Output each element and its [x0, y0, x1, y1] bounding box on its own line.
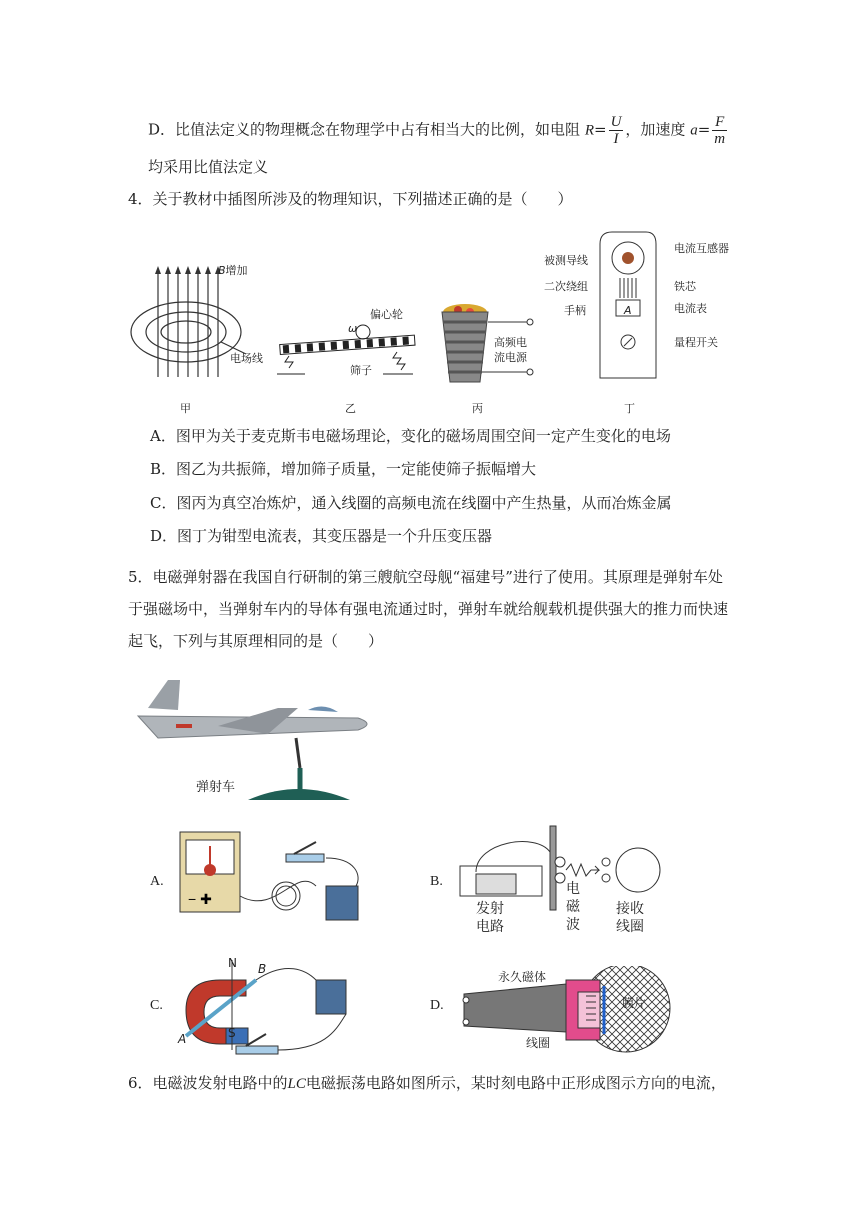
- acceleration-symbol: a: [690, 122, 698, 139]
- fig-ding-wire-label: 被测导线: [544, 254, 588, 267]
- fig-jia-caption: 甲: [180, 402, 191, 415]
- fig-yi-eccentric-label: 偏心轮: [370, 308, 403, 321]
- q5-stem-line-3: 起飞，下列与其原理相同的是（ ）: [128, 632, 384, 650]
- q3-option-d: D．比值法定义的物理概念在物理学中占有相当大的比例，如电阻 R= $\frac{U}{I}$ ，加速度 a= $\frac{F}{m}$: [148, 114, 726, 147]
- catapult-jet-image: [128, 678, 388, 808]
- q4-option-a: A．图甲为关于麦克斯韦电磁场理论，变化的磁场周围空间一定产生变化的电场: [150, 427, 671, 445]
- q4-option-b: B．图乙为共振筛，增加筛子质量，一定能使筛子振幅增大: [150, 460, 537, 478]
- q5-option-c-label: C.: [150, 998, 163, 1013]
- q3-option-d-cont: 均采用比值法定义: [148, 158, 269, 176]
- svg-text:− ✚: − ✚: [188, 891, 212, 907]
- fig-ding-range-label: 量程开关: [674, 336, 718, 349]
- q5-c-n: N: [228, 956, 237, 970]
- resistance-fraction: $\frac{U}{I}$: [610, 114, 622, 147]
- q5-b-receive-1: 接收: [616, 901, 644, 917]
- q5-b-wave-1: 电: [566, 881, 580, 897]
- catapult-label: 弹射车: [196, 780, 236, 795]
- acceleration-fraction: $\frac{F}{m}$: [714, 114, 726, 147]
- fig-ding-secondary-label: 二次绕组: [544, 280, 588, 293]
- q5-option-b-label: B.: [430, 874, 443, 889]
- q5-d-coil-label: 线圈: [526, 1036, 551, 1050]
- q5-b-wave-2: 磁: [566, 899, 580, 915]
- q5-option-d-label: D.: [430, 998, 444, 1013]
- q5-c-b: B: [258, 962, 267, 976]
- fig-yi-caption: 乙: [345, 402, 356, 415]
- fig-jia-field-line-label: 电场线: [230, 352, 263, 365]
- fig-bing-source-label-2: 流电源: [494, 351, 527, 364]
- q5-c-a: A: [178, 1032, 187, 1046]
- q5-b-wave-3: 波: [566, 917, 580, 933]
- q6-stem: 6．电磁波发射电路中的LC电磁振荡电路如图所示，某时刻电路中正形成图示方向的电流，: [128, 1074, 726, 1092]
- resistance-symbol: R: [584, 122, 594, 139]
- q5-option-a-label: A.: [150, 874, 164, 889]
- q5-d-magnet-label: 永久磁体: [498, 970, 547, 984]
- fig-ding-a-label: A: [624, 304, 632, 317]
- fig-ding-ammeter-label: 电流表: [674, 302, 707, 315]
- q5-stem-line-2: 于强磁场中，当弹射车内的导体有强电流通过时，弹射车就给舰载机提供强大的推力而快速: [128, 600, 729, 618]
- fig-yi-sieve-label: 筛子: [350, 364, 372, 377]
- fig-jia-field-diagram: [126, 262, 276, 422]
- q5-option-c-magnet-rod: [176, 950, 366, 1060]
- fig-ding-core-label: 铁芯: [674, 280, 696, 293]
- q4-option-d: D．图丁为钳型电流表，其变压器是一个升压变压器: [150, 527, 493, 545]
- q4-figures: [120, 222, 740, 422]
- fig-bing-furnace-diagram: [430, 290, 550, 390]
- fig-bing-caption: 丙: [472, 402, 483, 415]
- fig-jia-b-label: B增加: [218, 264, 248, 277]
- q5-stem-line-1: 5．电磁弹射器在我国自行研制的第三艘航空母舰“福建号”进行了使用。其原理是弹射车处: [128, 568, 723, 586]
- q5-option-d-microphone: [456, 966, 676, 1066]
- q5-option-a-galvanometer-circuit: [176, 826, 376, 936]
- fig-ding-handle-label: 手柄: [564, 304, 586, 317]
- q5-b-transmit-1: 发射: [476, 901, 504, 917]
- q5-b-transmit-2: 电路: [476, 919, 504, 935]
- q4-stem: 4．关于教材中插图所涉及的物理知识，下列描述正确的是（ ）: [128, 190, 573, 208]
- fig-ding-caption: 丁: [624, 402, 635, 415]
- q5-d-diaphragm-label: 膜片: [622, 996, 647, 1010]
- q5-b-receive-2: 线圈: [616, 919, 644, 935]
- fig-bing-source-label-1: 高频电: [494, 336, 527, 349]
- q5-c-s: S: [228, 1026, 236, 1040]
- q4-option-c: C．图丙为真空冶炼炉，通入线圈的高频电流在线圈中产生热量，从而冶炼金属: [150, 494, 672, 512]
- fig-ding-transformer-label: 电流互感器: [674, 242, 729, 255]
- fig-yi-omega: ω: [348, 322, 358, 335]
